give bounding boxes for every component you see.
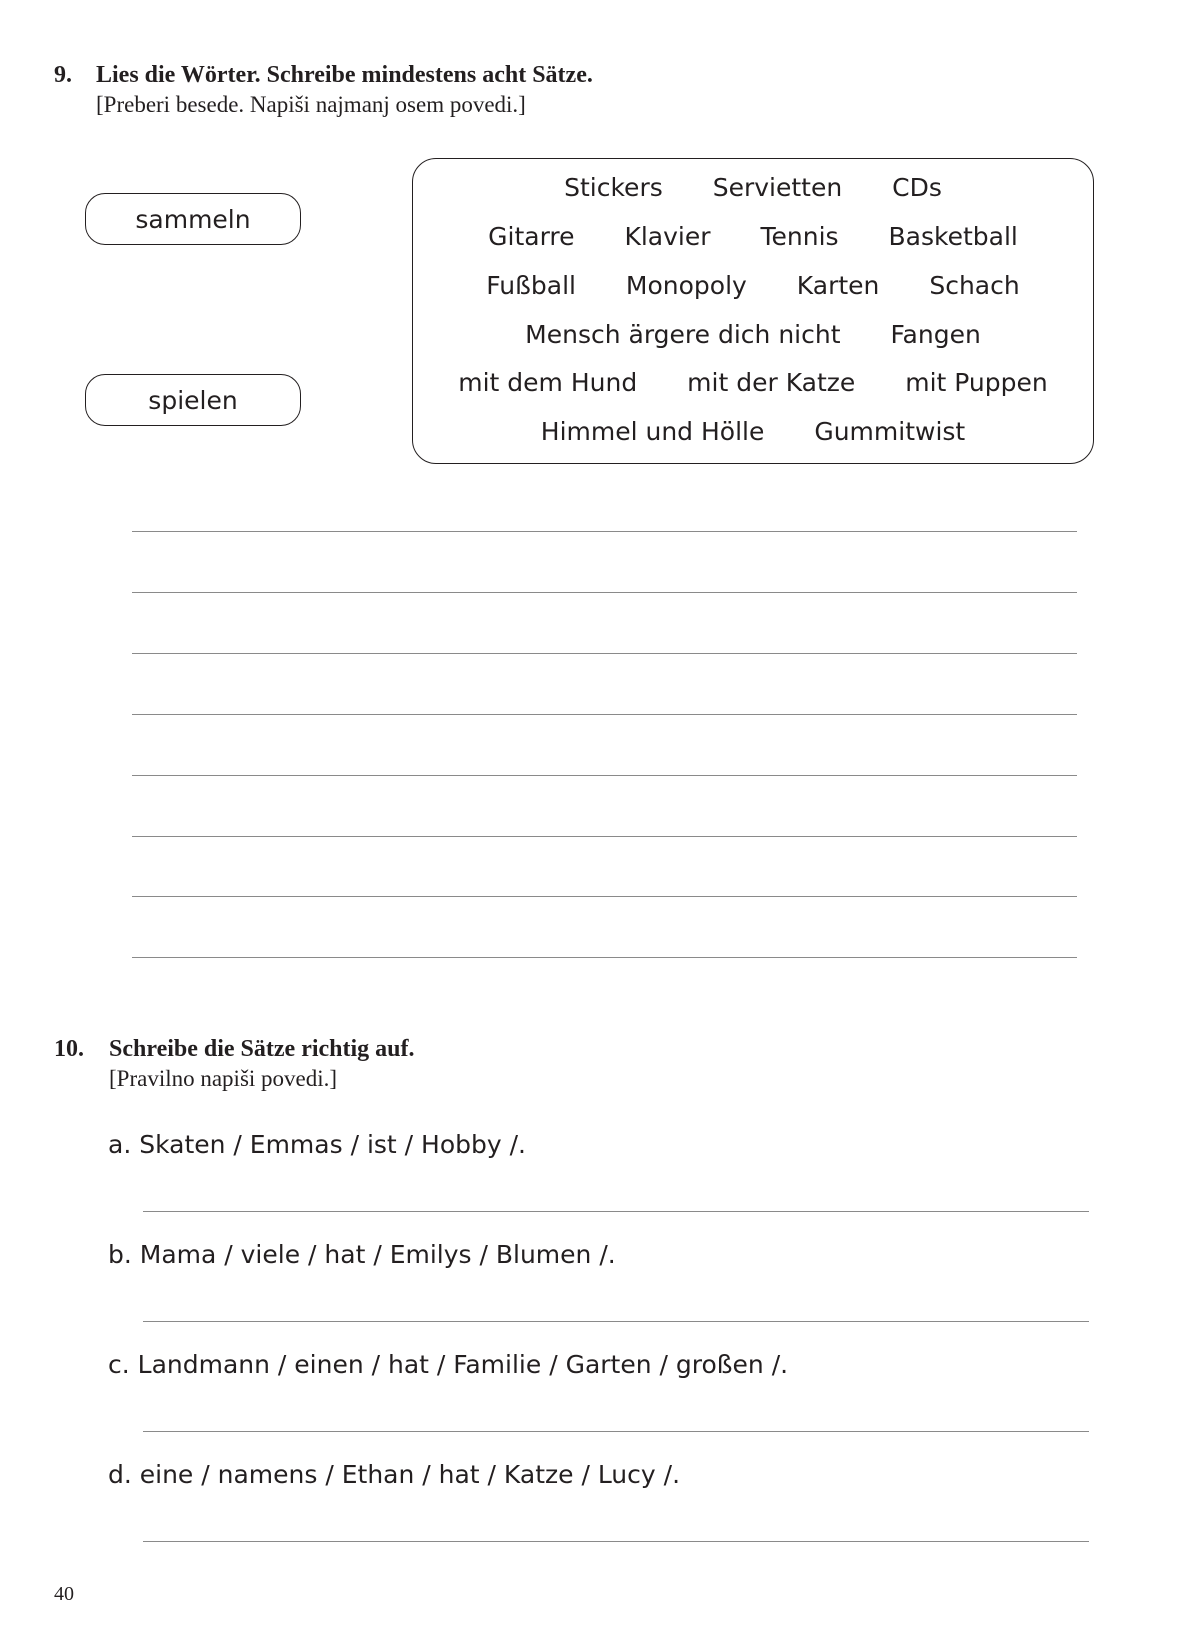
word-item: Fangen	[890, 320, 981, 349]
task-9-subtitle: [Preberi besede. Napiši najmanj osem povedi.]	[96, 92, 526, 117]
word-item: Fußball	[486, 271, 576, 300]
word-item: mit Puppen	[905, 368, 1048, 397]
word-item: Tennis	[760, 222, 839, 251]
answer-line[interactable]	[132, 896, 1077, 897]
task-9-header	[54, 60, 754, 122]
verb-pill-sammeln: sammeln	[85, 193, 301, 245]
task-9-number: 9.	[54, 62, 72, 88]
word-item: mit dem Hund	[458, 368, 638, 397]
word-box	[412, 158, 1094, 464]
answer-line[interactable]	[132, 592, 1077, 593]
word-row	[413, 417, 1093, 446]
sentence-c: c. Landmann / einen / hat / Familie / Garten / großen /.	[108, 1350, 789, 1379]
word-item: Monopoly	[625, 271, 747, 300]
sentence-d: d. eine / namens / Ethan / hat / Katze / Lucy /.	[108, 1460, 681, 1489]
word-item: Mensch ärgere dich nicht	[525, 320, 841, 349]
answer-line[interactable]	[132, 957, 1077, 958]
word-item: Basketball	[888, 222, 1018, 251]
answer-line[interactable]	[143, 1541, 1089, 1542]
word-item: Gummitwist	[814, 417, 966, 446]
word-row	[413, 222, 1093, 251]
word-item: Himmel und Hölle	[540, 417, 765, 446]
word-item: Stickers	[564, 173, 663, 202]
word-item: mit der Katze	[687, 368, 856, 397]
answer-line[interactable]	[132, 531, 1077, 532]
word-row	[413, 320, 1093, 349]
answer-line[interactable]	[132, 714, 1077, 715]
answer-line[interactable]	[132, 836, 1077, 837]
answer-line[interactable]	[143, 1321, 1089, 1322]
task-10-title: Schreibe die Sätze richtig auf.	[109, 1036, 415, 1062]
sentence-a: a. Skaten / Emmas / ist / Hobby /.	[108, 1130, 526, 1159]
task-10-subtitle: [Pravilno napiši povedi.]	[109, 1066, 338, 1091]
word-item: Servietten	[712, 173, 843, 202]
word-item: Schach	[929, 271, 1020, 300]
word-row	[413, 368, 1093, 397]
word-row	[413, 271, 1093, 300]
answer-line[interactable]	[132, 775, 1077, 776]
sentence-b: b. Mama / viele / hat / Emilys / Blumen /.	[108, 1240, 616, 1269]
task-10-header	[54, 1034, 754, 1096]
answer-line[interactable]	[143, 1431, 1089, 1432]
word-row	[413, 173, 1093, 202]
page-number: 40	[54, 1583, 74, 1605]
task-10-number: 10.	[54, 1036, 84, 1062]
word-item: Karten	[796, 271, 880, 300]
task-9-title: Lies die Wörter. Schreibe mindestens acht Sätze.	[96, 62, 593, 88]
verb-pill-spielen: spielen	[85, 374, 301, 426]
answer-line[interactable]	[143, 1211, 1089, 1212]
answer-line[interactable]	[132, 653, 1077, 654]
word-item: Klavier	[624, 222, 711, 251]
word-item: CDs	[892, 173, 942, 202]
word-item: Gitarre	[488, 222, 575, 251]
